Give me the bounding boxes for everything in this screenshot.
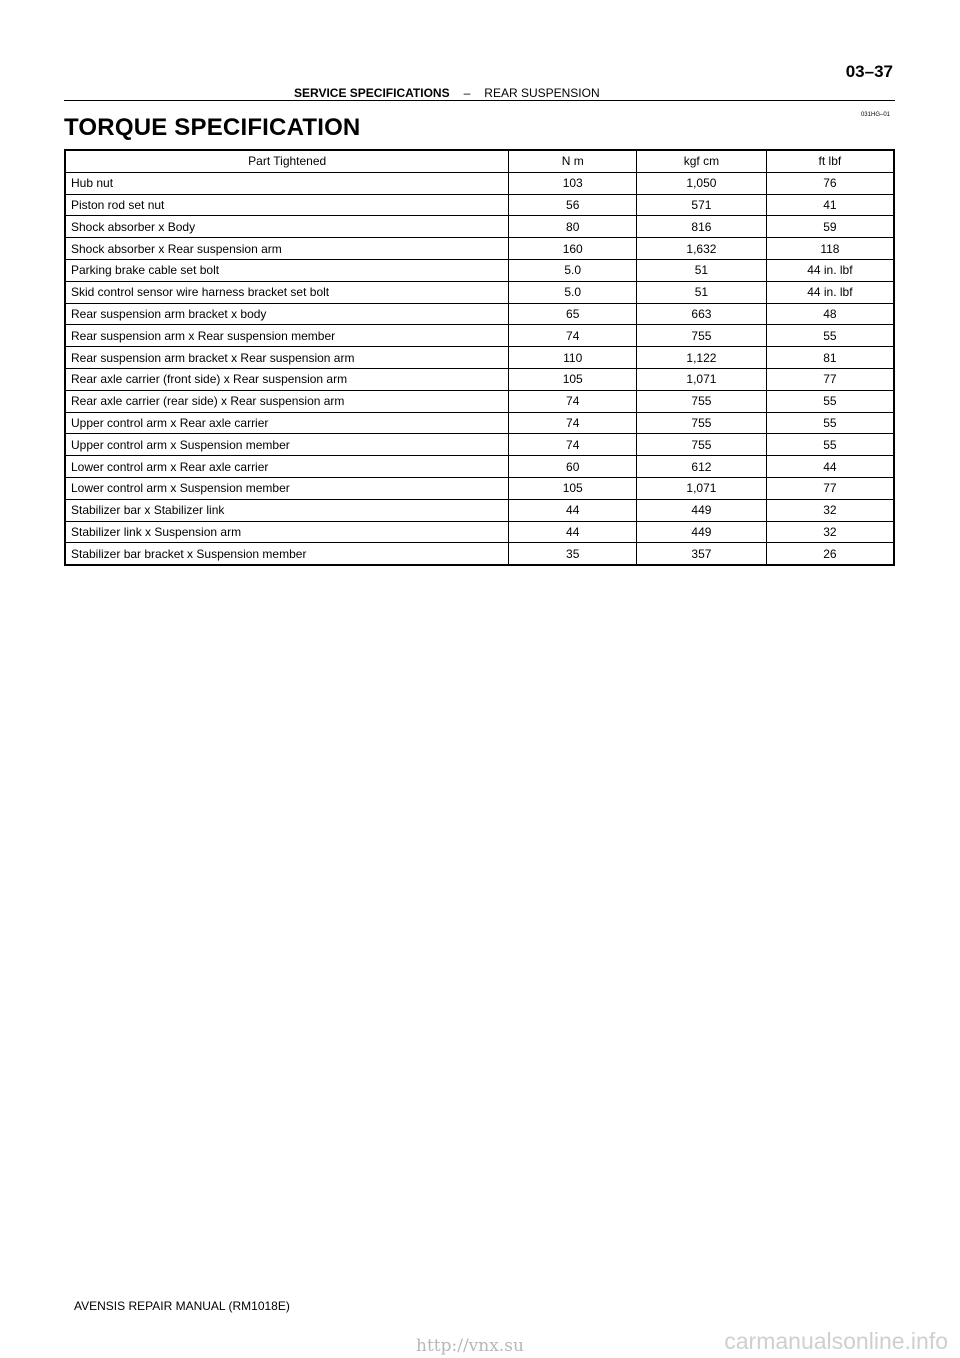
torque-value-cell: 44 in. lbf (766, 281, 894, 303)
part-name-cell: Upper control arm x Rear axle carrier (65, 412, 509, 434)
torque-value-cell: 663 (637, 303, 767, 325)
torque-value-cell: 48 (766, 303, 894, 325)
torque-value-cell: 816 (637, 216, 767, 238)
column-header: Part Tightened (65, 150, 509, 172)
column-header: ft lbf (766, 150, 894, 172)
table-row (65, 347, 894, 369)
part-name-cell: Stabilizer bar bracket x Suspension member (65, 543, 509, 565)
torque-value-cell: 74 (509, 412, 637, 434)
table-header-row (65, 150, 894, 172)
part-name-cell: Shock absorber x Rear suspension arm (65, 238, 509, 260)
subsection-title: REAR SUSPENSION (484, 86, 600, 100)
torque-value-cell: 56 (509, 194, 637, 216)
torque-value-cell: 1,071 (637, 368, 767, 390)
torque-value-cell: 110 (509, 347, 637, 369)
table-row (65, 543, 894, 565)
torque-value-cell: 26 (766, 543, 894, 565)
part-name-cell: Skid control sensor wire harness bracket set bolt (65, 281, 509, 303)
torque-value-cell: 1,632 (637, 238, 767, 260)
torque-value-cell: 65 (509, 303, 637, 325)
table-row (65, 499, 894, 521)
torque-value-cell: 103 (509, 172, 637, 194)
table-row (65, 281, 894, 303)
table-row (65, 325, 894, 347)
torque-value-cell: 5.0 (509, 281, 637, 303)
part-name-cell: Parking brake cable set bolt (65, 259, 509, 281)
torque-value-cell: 80 (509, 216, 637, 238)
torque-value-cell: 32 (766, 499, 894, 521)
table-row (65, 434, 894, 456)
part-name-cell: Rear axle carrier (rear side) x Rear suspension arm (65, 390, 509, 412)
torque-value-cell: 1,122 (637, 347, 767, 369)
torque-value-cell: 571 (637, 194, 767, 216)
doc-code: 031HG–01 (860, 112, 890, 118)
part-name-cell: Piston rod set nut (65, 194, 509, 216)
running-header (294, 86, 600, 100)
torque-value-cell: 755 (637, 412, 767, 434)
table-row (65, 216, 894, 238)
torque-value-cell: 55 (766, 325, 894, 347)
part-name-cell: Lower control arm x Suspension member (65, 477, 509, 499)
torque-value-cell: 51 (637, 281, 767, 303)
torque-value-cell: 449 (637, 499, 767, 521)
header-separator: – (463, 86, 471, 100)
page-title: TORQUE SPECIFICATION (64, 114, 361, 141)
torque-value-cell: 60 (509, 456, 637, 478)
table-row (65, 194, 894, 216)
torque-value-cell: 105 (509, 477, 637, 499)
torque-value-cell: 76 (766, 172, 894, 194)
table-row (65, 238, 894, 260)
torque-value-cell: 77 (766, 477, 894, 499)
part-name-cell: Rear suspension arm x Rear suspension member (65, 325, 509, 347)
section-title: SERVICE SPECIFICATIONS (294, 86, 450, 100)
torque-value-cell: 449 (637, 521, 767, 543)
header-rule (64, 100, 895, 101)
torque-value-cell: 44 (766, 456, 894, 478)
torque-value-cell: 59 (766, 216, 894, 238)
torque-value-cell: 44 (509, 499, 637, 521)
torque-value-cell: 118 (766, 238, 894, 260)
torque-value-cell: 5.0 (509, 259, 637, 281)
torque-value-cell: 32 (766, 521, 894, 543)
table-row (65, 521, 894, 543)
page-number: 03–37 (845, 62, 893, 81)
torque-value-cell: 77 (766, 368, 894, 390)
table-row (65, 412, 894, 434)
torque-table (64, 149, 895, 566)
torque-value-cell: 35 (509, 543, 637, 565)
table-row (65, 390, 894, 412)
table-row (65, 477, 894, 499)
torque-value-cell: 74 (509, 434, 637, 456)
torque-value-cell: 1,071 (637, 477, 767, 499)
torque-value-cell: 755 (637, 390, 767, 412)
part-name-cell: Rear axle carrier (front side) x Rear suspension arm (65, 368, 509, 390)
part-name-cell: Lower control arm x Rear axle carrier (65, 456, 509, 478)
torque-value-cell: 55 (766, 434, 894, 456)
table-row (65, 303, 894, 325)
torque-value-cell: 160 (509, 238, 637, 260)
torque-value-cell: 755 (637, 325, 767, 347)
torque-value-cell: 81 (766, 347, 894, 369)
part-name-cell: Shock absorber x Body (65, 216, 509, 238)
torque-value-cell: 105 (509, 368, 637, 390)
torque-value-cell: 74 (509, 325, 637, 347)
table-row (65, 368, 894, 390)
torque-value-cell: 612 (637, 456, 767, 478)
torque-value-cell: 55 (766, 390, 894, 412)
part-name-cell: Stabilizer bar x Stabilizer link (65, 499, 509, 521)
torque-value-cell: 1,050 (637, 172, 767, 194)
column-header: N m (509, 150, 637, 172)
part-name-cell: Rear suspension arm bracket x body (65, 303, 509, 325)
footer-manual-title: AVENSIS REPAIR MANUAL (RM1018E) (74, 1299, 290, 1313)
torque-value-cell: 74 (509, 390, 637, 412)
torque-value-cell: 55 (766, 412, 894, 434)
table-row (65, 456, 894, 478)
part-name-cell: Rear suspension arm bracket x Rear suspension arm (65, 347, 509, 369)
torque-value-cell: 41 (766, 194, 894, 216)
table-row (65, 259, 894, 281)
column-header: kgf cm (637, 150, 767, 172)
part-name-cell: Hub nut (65, 172, 509, 194)
table-row (65, 172, 894, 194)
part-name-cell: Stabilizer link x Suspension arm (65, 521, 509, 543)
torque-value-cell: 44 in. lbf (766, 259, 894, 281)
torque-value-cell: 755 (637, 434, 767, 456)
part-name-cell: Upper control arm x Suspension member (65, 434, 509, 456)
watermark-site: carmanualsonline.info (724, 1328, 948, 1354)
torque-value-cell: 51 (637, 259, 767, 281)
watermark-url[interactable]: http://vnx.su (416, 1336, 524, 1356)
torque-value-cell: 357 (637, 543, 767, 565)
torque-value-cell: 44 (509, 521, 637, 543)
